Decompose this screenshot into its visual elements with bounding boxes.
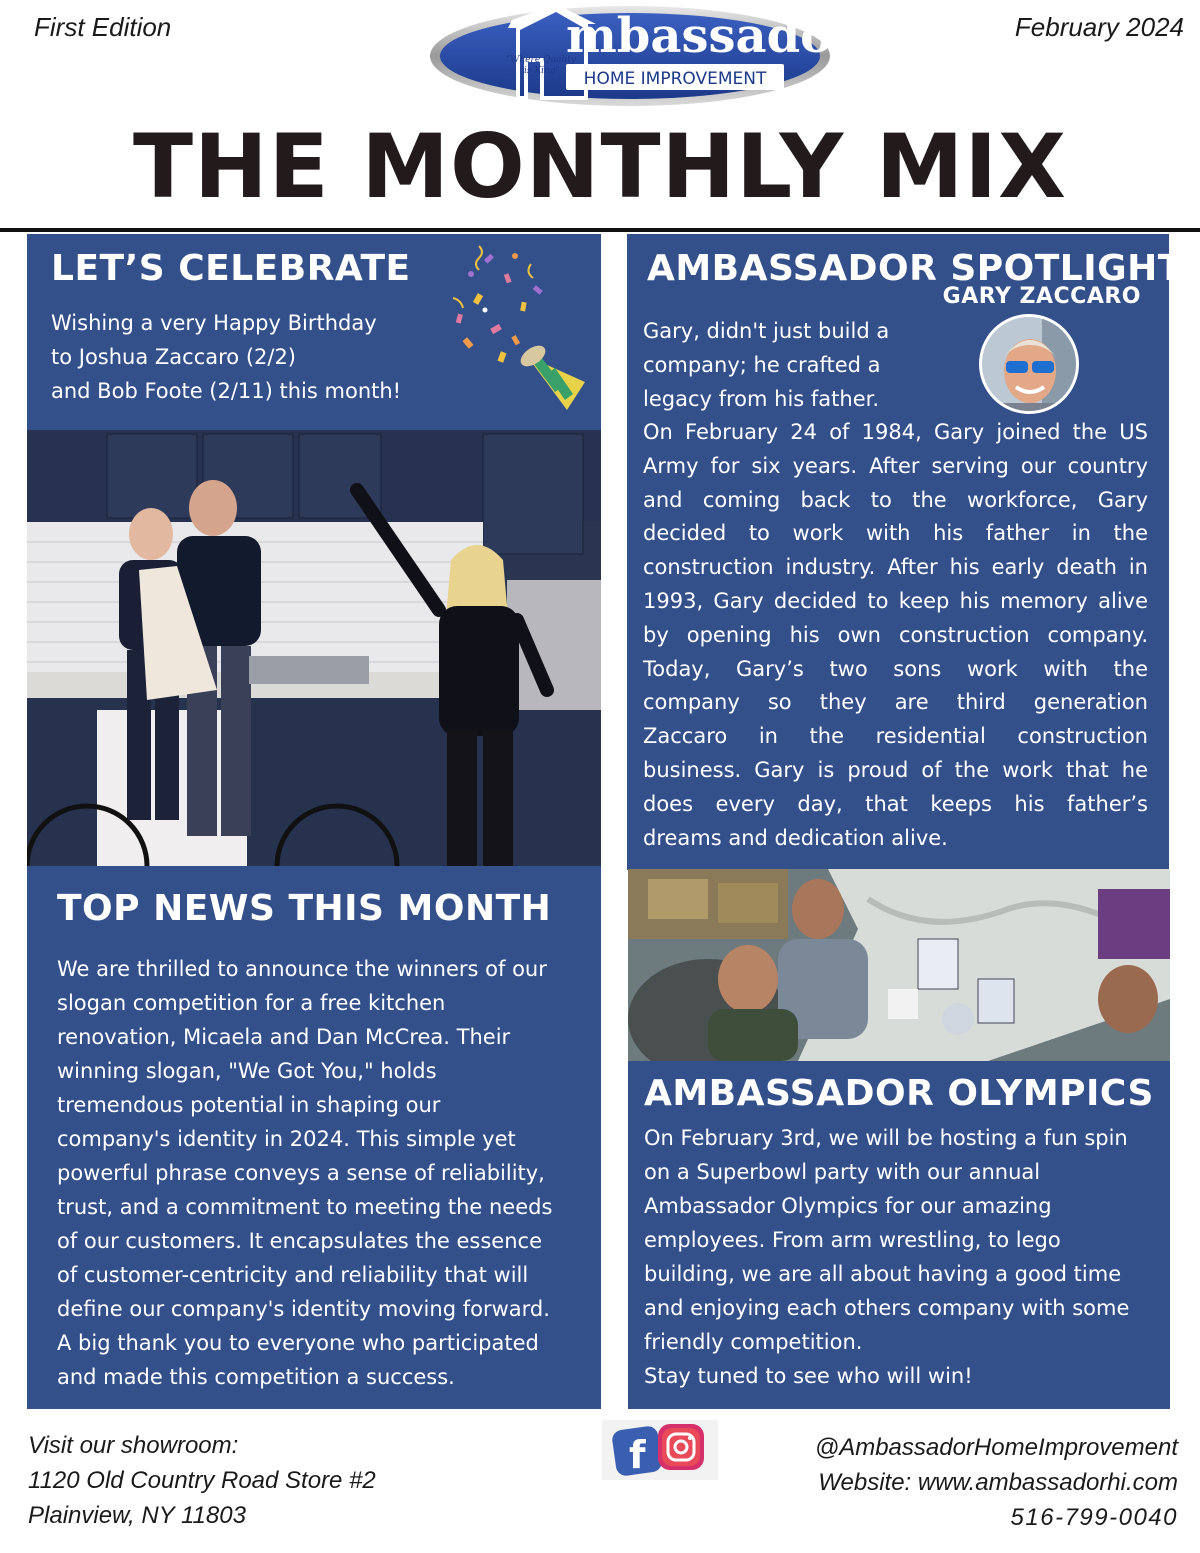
- instagram-icon: [658, 1424, 704, 1470]
- body-line: by opening his own construction company.: [643, 622, 1148, 647]
- lego-building-photo: [628, 869, 1170, 1061]
- top-news-panel: [27, 866, 601, 1409]
- address-line: Plainview, NY 11803: [28, 1502, 246, 1529]
- olympics-line: building, we are all about having a good time: [644, 1262, 1122, 1286]
- celebrate-title: LET’S CELEBRATE: [51, 248, 411, 289]
- facebook-icon: [611, 1425, 663, 1477]
- showroom-address: [28, 1428, 376, 1533]
- svg-text:HOME IMPROVEMENT: HOME IMPROVEMENT: [583, 69, 767, 89]
- website-link[interactable]: Website: www.ambassadorhi.com: [818, 1469, 1178, 1496]
- spotlight-panel: [627, 234, 1183, 870]
- body-line: decided to work with his father in the: [643, 521, 1148, 546]
- avatar: [979, 314, 1079, 414]
- header-divider: [0, 228, 1200, 232]
- intro-line: company; he crafted a: [643, 353, 881, 377]
- body-line: and coming back to the workforce, Gary: [643, 487, 1148, 512]
- news-line: powerful phrase conveys a sense of reliability,: [57, 1161, 545, 1185]
- svg-text:is King": is King": [524, 66, 560, 76]
- celebrate-line: to Joshua Zaccaro (2/2): [51, 345, 296, 369]
- news-line: We are thrilled to announce the winners of our: [57, 957, 547, 981]
- body-line: construction industry. After his early death in: [643, 555, 1148, 580]
- news-line: renovation, Micaela and Dan McCrea. Their: [57, 1025, 511, 1049]
- news-line: company's identity in 2024. This simple yet: [57, 1127, 516, 1151]
- social-handle[interactable]: @AmbassadorHomeImprovement: [814, 1434, 1178, 1461]
- news-line: tremendous potential in shaping our: [57, 1093, 441, 1117]
- body-line: On February 24 of 1984, Gary joined the US: [643, 420, 1148, 444]
- intro-line: legacy from his father.: [643, 387, 880, 411]
- body-line: dreams and dedication alive.: [643, 825, 948, 850]
- svg-text:f: f: [629, 1433, 646, 1477]
- family-kitchen-photo: [27, 430, 601, 866]
- celebrate-panel: [27, 234, 601, 430]
- svg-text:mbassador: mbassador: [566, 8, 832, 64]
- olympics-line: On February 3rd, we will be hosting a fun spin: [644, 1126, 1128, 1150]
- edition-label: First Edition: [34, 12, 172, 42]
- olympics-line: friendly competition.: [644, 1330, 863, 1354]
- spotlight-name: GARY ZACCARO: [942, 284, 1141, 309]
- svg-text:"Where Quality: "Where Quality: [506, 55, 577, 65]
- olympics-line: Stay tuned to see who will win!: [644, 1364, 973, 1388]
- olympics-text: [644, 1121, 1164, 1393]
- news-line: winning slogan, "We Got You," holds: [57, 1059, 437, 1083]
- celebrate-line: and Bob Foote (2/11) this month!: [51, 379, 402, 403]
- body-line: Zaccaro in the residential construction: [643, 724, 1148, 749]
- issue-date: February 2024: [1014, 12, 1184, 42]
- olympics-title: AMBASSADOR OLYMPICS: [644, 1073, 1154, 1114]
- spotlight-body: [643, 416, 1148, 855]
- olympics-line: on a Superbowl party with our annual: [644, 1160, 1041, 1184]
- news-line: and made this competition a success.: [57, 1365, 455, 1389]
- top-news-text: [57, 952, 587, 1394]
- address-line: 1120 Old Country Road Store #2: [28, 1467, 376, 1494]
- contact-info: [815, 1430, 1178, 1535]
- phone-number[interactable]: 516-799-0040: [1010, 1504, 1178, 1531]
- spotlight-title: AMBASSADOR SPOTLIGHT: [647, 248, 1183, 289]
- body-line: Army for six years. After serving our country: [643, 453, 1148, 478]
- celebrate-text: [51, 306, 441, 408]
- newsletter-title: THE MONTHLY MIX: [132, 115, 1067, 218]
- intro-line: Gary, didn't just build a: [643, 319, 890, 343]
- news-line: trust, and a commitment to meeting the needs: [57, 1195, 553, 1219]
- celebrate-line: Wishing a very Happy Birthday: [51, 311, 377, 335]
- body-line: 1993, Gary decided to keep his memory alive: [643, 588, 1148, 613]
- social-icons[interactable]: [602, 1420, 718, 1480]
- news-line: slogan competition for a free kitchen: [57, 991, 446, 1015]
- olympics-panel: [628, 1061, 1170, 1409]
- body-line: Today, Gary’s two sons work with the: [643, 656, 1148, 681]
- body-line: company so they are third generation: [643, 690, 1148, 715]
- news-line: of our customers. It encapsulates the essence: [57, 1229, 542, 1253]
- news-line: define our company's identity moving forward.: [57, 1297, 550, 1321]
- ambassador-logo: [428, 0, 832, 108]
- news-line: of customer-centricity and reliability that will: [57, 1263, 529, 1287]
- address-line: Visit our showroom:: [28, 1432, 239, 1459]
- body-line: does every day, that keeps his father’s: [643, 791, 1148, 816]
- top-news-title: TOP NEWS THIS MONTH: [57, 888, 552, 929]
- news-line: A big thank you to everyone who participated: [57, 1331, 539, 1355]
- confetti-popper-icon: [435, 234, 601, 414]
- olympics-line: employees. From arm wrestling, to lego: [644, 1228, 1061, 1252]
- olympics-line: Ambassador Olympics for our amazing: [644, 1194, 1052, 1218]
- spotlight-intro: [643, 314, 889, 416]
- olympics-line: and enjoying each others company with some: [644, 1296, 1130, 1320]
- body-line: business. Gary is proud of the work that he: [643, 757, 1148, 782]
